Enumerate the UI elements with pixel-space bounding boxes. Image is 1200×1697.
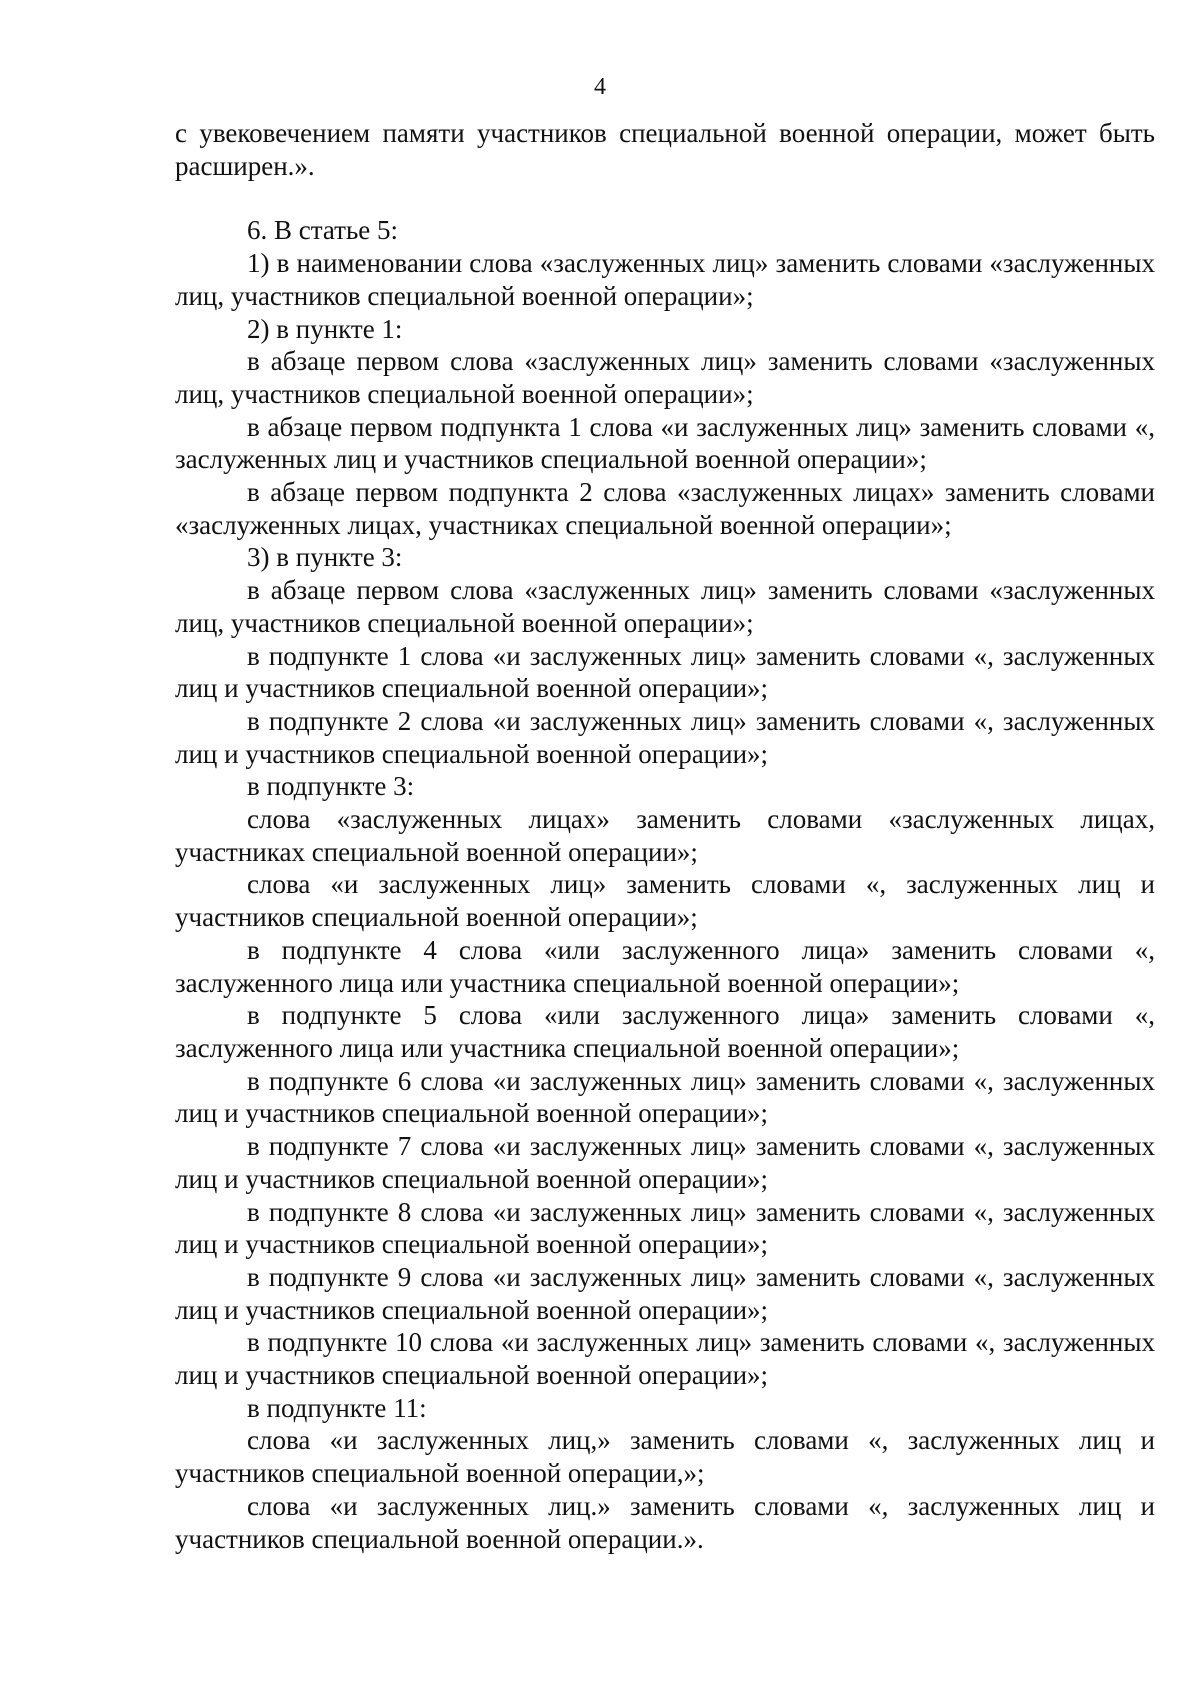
- paragraph: 1) в наименовании слова «заслуженных лиц» заменить словами «заслуженных лиц, участников специальной военной операции»;: [175, 248, 1155, 311]
- paragraph: слова «заслуженных лицах» заменить словами «заслуженных лицах, участниках специальной военной операции»;: [175, 804, 1155, 867]
- paragraph: слова «и заслуженных лиц» заменить словами «, заслуженных лиц и участников специальной военной операции»;: [175, 869, 1155, 933]
- paragraph: в подпункте 11:: [247, 1392, 427, 1423]
- paragraph: в подпункте 10 слова «и заслуженных лиц» заменить словами «, заслуженных лиц и участников специальной военной операции»;: [175, 1327, 1155, 1391]
- paragraph: в абзаце первом слова «заслуженных лиц» заменить словами «заслуженных лиц, участников специальной военной операции»;: [175, 346, 1155, 409]
- paragraph: в подпункте 4 слова «или заслуженного лица» заменить словами «, заслуженного лица или участника специальной военной операции»;: [175, 934, 1155, 998]
- document-body: [175, 117, 1155, 1555]
- paragraph: в подпункте 1 слова «и заслуженных лиц» заменить словами «, заслуженных лиц и участников специальной военной операции»;: [175, 640, 1155, 704]
- paragraph: в подпункте 6 слова «и заслуженных лиц» заменить словами «, заслуженных лиц и участников специальной военной операции»;: [175, 1065, 1155, 1129]
- paragraph: слова «и заслуженных лиц.» заменить словами «, заслуженных лиц и участников специальной военной операции.».: [175, 1490, 1155, 1554]
- paragraph: слова «и заслуженных лиц,» заменить словами «, заслуженных лиц и участников специальной военной операции,»;: [175, 1425, 1155, 1489]
- paragraph: 6. В статье 5:: [247, 215, 399, 246]
- paragraph: 2) в пункте 1:: [247, 313, 403, 344]
- paragraph: в подпункте 9 слова «и заслуженных лиц» заменить словами «, заслуженных лиц и участников специальной военной операции»;: [175, 1261, 1155, 1325]
- paragraph: с увековечением памяти участников специальной военной операции, может быть расширен.».: [175, 118, 1155, 181]
- paragraph: в абзаце первом подпункта 2 слова «заслуженных лицах» заменить словами «заслуженных лицах, участниках специальной военной операции»;: [175, 477, 1155, 540]
- paragraph-spacer: [175, 182, 1155, 214]
- paragraph: в подпункте 5 слова «или заслуженного лица» заменить словами «, заслуженного лица или участника специальной военной операции»;: [175, 1000, 1155, 1063]
- paragraph: в подпункте 8 слова «и заслуженных лиц» заменить словами «, заслуженных лиц и участников специальной военной операции»;: [175, 1196, 1155, 1260]
- paragraph: 3) в пункте 3:: [247, 542, 403, 573]
- page-number: 4: [594, 74, 606, 100]
- paragraph: в абзаце первом подпункта 1 слова «и заслуженных лиц» заменить словами «, заслуженных лиц и участников специальной военной операции»;: [175, 411, 1155, 475]
- paragraph: в подпункте 3:: [247, 771, 415, 802]
- paragraph: в абзаце первом слова «заслуженных лиц» заменить словами «заслуженных лиц, участников специальной военной операции»;: [175, 575, 1155, 638]
- paragraph: в подпункте 7 слова «и заслуженных лиц» заменить словами «, заслуженных лиц и участников специальной военной операции»;: [175, 1131, 1155, 1194]
- paragraph: в подпункте 2 слова «и заслуженных лиц» заменить словами «, заслуженных лиц и участников специальной военной операции»;: [175, 705, 1155, 769]
